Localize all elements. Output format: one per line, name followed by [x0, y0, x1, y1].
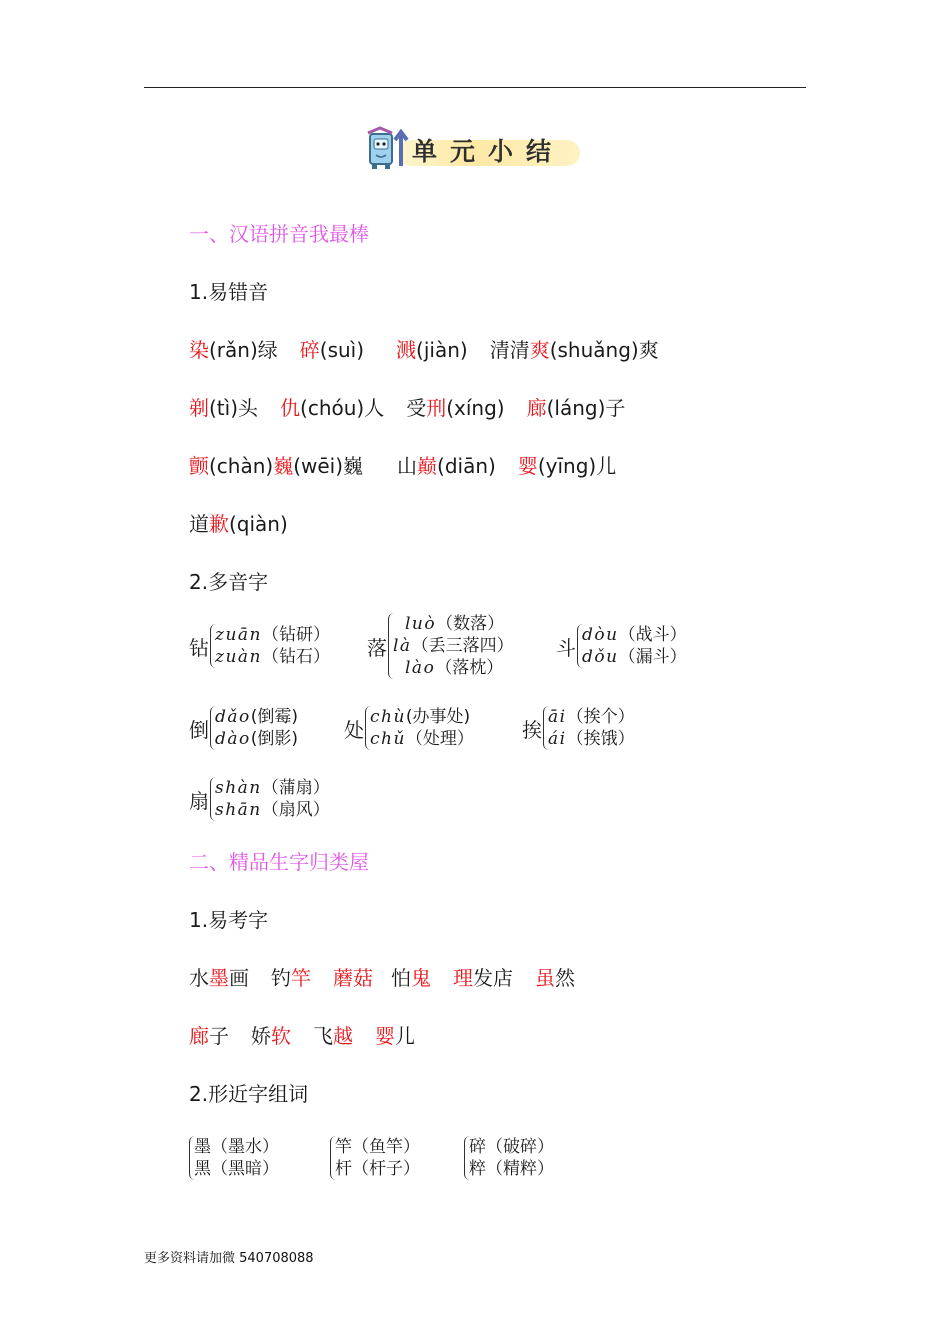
brace — [577, 624, 687, 668]
brace — [210, 624, 330, 668]
polyphone-group-zuan — [189, 624, 330, 668]
py: dǎo — [215, 707, 251, 727]
similar-group-2 — [330, 1136, 420, 1180]
char: 墨 — [194, 1137, 211, 1157]
hanzi: 巅 — [417, 454, 438, 478]
py: dòu — [582, 625, 619, 645]
footer-contact: 更多资料请加微 540708088 — [144, 1251, 314, 1266]
hanzi: 仇 — [280, 396, 301, 420]
polyphone-char: 落 — [367, 635, 387, 660]
word: (倒影) — [250, 729, 299, 749]
text: 儿 — [395, 1024, 415, 1048]
pinyin: (wēi)巍 — [293, 454, 364, 478]
word: （钻石） — [262, 647, 330, 667]
hanzi: 竿 — [291, 966, 311, 990]
polyphone-group-ai — [522, 706, 635, 750]
text: 受 — [406, 396, 427, 420]
word: （黑暗） — [211, 1159, 279, 1179]
hanzi: 蘑菇 — [333, 966, 373, 990]
hanzi: 墨 — [209, 966, 229, 990]
word: (办事处) — [405, 707, 471, 727]
reading — [582, 646, 687, 668]
brace — [464, 1136, 554, 1180]
polyphone-char: 钻 — [189, 635, 209, 660]
text: 清清 — [489, 338, 530, 362]
hanzi: 碎 — [299, 338, 320, 362]
text: 水 — [189, 966, 209, 990]
text: 飞 — [313, 1024, 333, 1048]
hanzi: 颤 — [189, 454, 209, 478]
similar-item — [469, 1136, 554, 1158]
reading — [215, 646, 330, 668]
word: （落枕） — [435, 658, 504, 678]
hanzi: 歉 — [209, 512, 229, 536]
py: lào — [405, 658, 436, 678]
similar-item — [335, 1158, 420, 1180]
pinyin-row-3 — [189, 450, 616, 479]
hanzi: 巍 — [273, 454, 294, 478]
polyphone-group-shan — [189, 777, 330, 821]
word: （战斗） — [618, 625, 687, 645]
pinyin: (diān) — [437, 454, 496, 478]
book-mascot-icon — [360, 124, 412, 172]
pinyin: (shuǎng)爽 — [549, 338, 659, 362]
word: （挨个） — [566, 707, 635, 727]
polyphone-group-dou — [556, 624, 687, 668]
word: （数落） — [436, 614, 505, 634]
header-rule — [144, 87, 806, 88]
py: là — [393, 636, 412, 656]
subtitle-error-prone: 1.易错音 — [189, 280, 269, 304]
section-title-characters: 二、精品生字归类屋 — [189, 850, 369, 874]
reading — [215, 799, 330, 821]
similar-group-1 — [189, 1136, 279, 1180]
text: 钓 — [271, 966, 291, 990]
word: （墨水） — [211, 1137, 279, 1157]
word: （丢三落四） — [411, 636, 514, 656]
brace — [330, 1136, 420, 1180]
polyphone-char: 倒 — [189, 717, 209, 742]
word: （钻研） — [262, 625, 330, 645]
pinyin: (rǎn)绿 — [209, 338, 278, 362]
reading — [548, 728, 635, 750]
py: luò — [405, 614, 437, 634]
py: zuàn — [215, 647, 262, 667]
word: （处理） — [405, 729, 474, 749]
char: 粹 — [469, 1159, 486, 1179]
hanzi: 理 — [453, 966, 473, 990]
word: （扇风） — [261, 800, 330, 820]
char: 碎 — [469, 1137, 486, 1157]
polyphone-group-luo — [367, 613, 514, 679]
similar-item — [194, 1158, 279, 1180]
hanzi: 软 — [271, 1024, 291, 1048]
polyphone-group-dao — [189, 706, 298, 750]
brace — [210, 706, 298, 750]
py: dǒu — [582, 647, 619, 667]
reading — [393, 635, 514, 657]
hanzi: 虽 — [535, 966, 555, 990]
reading — [370, 728, 474, 750]
reading — [215, 706, 298, 728]
reading — [215, 728, 298, 750]
polyphone-char: 处 — [344, 717, 364, 742]
hanzi: 剃 — [189, 396, 209, 420]
similar-item — [194, 1136, 279, 1158]
word: （破碎） — [486, 1137, 554, 1157]
word: （杆子） — [352, 1159, 420, 1179]
word: （挨饿） — [566, 729, 635, 749]
hanzi: 廊 — [189, 1024, 209, 1048]
word: (倒霉) — [250, 707, 299, 727]
py: chù — [370, 707, 406, 727]
exam-chars-row-1 — [189, 962, 575, 991]
text: 怕 — [391, 966, 411, 990]
hanzi: 越 — [333, 1024, 353, 1048]
text: 发店 — [473, 966, 513, 990]
text: 画 — [229, 966, 249, 990]
hanzi: 溅 — [396, 338, 417, 362]
reading — [215, 777, 330, 799]
subtitle-similar-chars: 2.形近字组词 — [189, 1082, 309, 1106]
brace — [365, 706, 474, 750]
py: dào — [215, 729, 251, 749]
hanzi: 婴 — [375, 1024, 395, 1048]
text: 山 — [397, 454, 418, 478]
py: shān — [215, 800, 262, 820]
py: chǔ — [370, 729, 406, 749]
exam-chars-row-2 — [189, 1020, 415, 1049]
pinyin-row-2 — [189, 392, 625, 421]
pinyin-row-1 — [189, 334, 659, 363]
text: 然 — [555, 966, 575, 990]
brace — [210, 777, 330, 821]
reading — [215, 624, 330, 646]
text: 道 — [189, 512, 209, 536]
hanzi: 鬼 — [411, 966, 431, 990]
section-title-pinyin: 一、汉语拼音我最棒 — [189, 222, 369, 246]
py: āi — [548, 707, 567, 727]
reading — [548, 706, 635, 728]
char: 杆 — [335, 1159, 352, 1179]
word: （蒲扇） — [261, 778, 330, 798]
banner-title: 单元小结 — [412, 137, 565, 166]
reading — [582, 624, 687, 646]
reading — [370, 706, 474, 728]
pinyin: (xíng) — [446, 396, 505, 420]
unit-summary-banner — [360, 124, 585, 172]
reading — [393, 613, 514, 635]
pinyin: (chóu)人 — [300, 396, 385, 420]
hanzi: 刑 — [426, 396, 447, 420]
pinyin: (suì) — [319, 338, 365, 362]
reading — [393, 657, 514, 679]
polyphone-char: 斗 — [556, 635, 576, 660]
hanzi: 染 — [189, 338, 209, 362]
brace — [189, 1136, 279, 1180]
polyphone-char: 挨 — [522, 717, 542, 742]
word: （精粹） — [486, 1159, 554, 1179]
brace — [388, 613, 514, 679]
similar-item — [469, 1158, 554, 1180]
text: 子 — [209, 1024, 229, 1048]
py: shàn — [215, 778, 262, 798]
text: 娇 — [251, 1024, 271, 1048]
similar-item — [335, 1136, 420, 1158]
pinyin: (chàn) — [209, 454, 274, 478]
pinyin: (tì)头 — [209, 396, 259, 420]
similar-group-3 — [464, 1136, 554, 1180]
hanzi: 廊 — [526, 396, 547, 420]
pinyin: (yīng)儿 — [537, 454, 617, 478]
subtitle-polyphonic: 2.多音字 — [189, 570, 269, 594]
word: （鱼竿） — [352, 1137, 420, 1157]
py: zuān — [215, 625, 262, 645]
pinyin: (qiàn) — [229, 512, 288, 536]
py: ái — [548, 729, 567, 749]
polyphone-char: 扇 — [189, 788, 209, 813]
word: （漏斗） — [618, 647, 687, 667]
pinyin-row-4 — [189, 508, 288, 537]
pinyin: (láng)子 — [546, 396, 626, 420]
brace — [543, 706, 635, 750]
char: 黑 — [194, 1159, 211, 1179]
char: 竿 — [335, 1137, 352, 1157]
pinyin: (jiàn) — [416, 338, 468, 362]
hanzi: 婴 — [517, 454, 538, 478]
hanzi: 爽 — [529, 338, 550, 362]
subtitle-exam-chars: 1.易考字 — [189, 908, 269, 932]
polyphone-group-chu — [344, 706, 474, 750]
